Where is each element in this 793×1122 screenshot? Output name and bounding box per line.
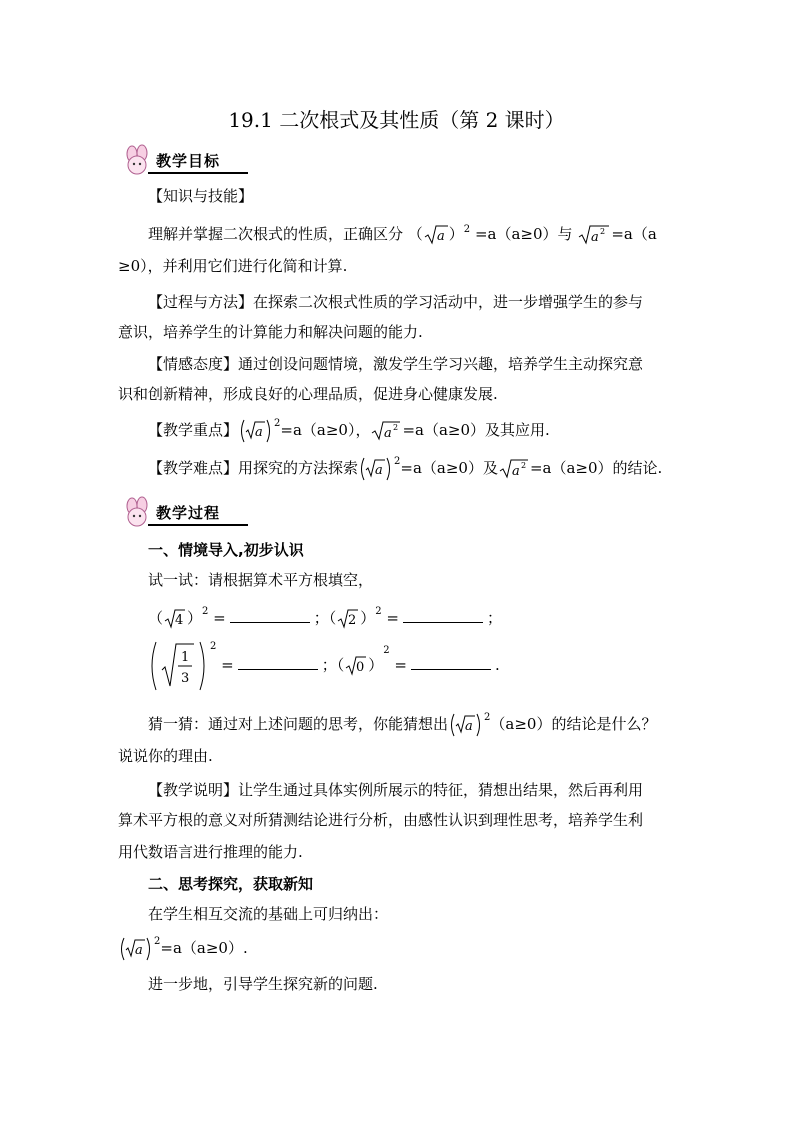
section-underline <box>148 172 248 174</box>
try-instruction: 试一试：请根据算术平方根填空， <box>148 571 374 589</box>
knowledge-line-2: ≥0），并利用它们进行化简和计算. <box>118 257 348 275</box>
process-method-line-2: 意识，培养学生的计算能力和解决问题的能力. <box>118 323 423 341</box>
key-point-line: 【教学重点】 a $^2$=a（a≥0）， a 2 =a（a≥0）及其应用. <box>148 418 550 444</box>
svg-text:2: 2 <box>393 423 399 432</box>
section-underline <box>148 524 248 526</box>
attitude-line-2: 识和创新精神，形成良好的心理品质，促进身心健康发展. <box>118 385 498 403</box>
sqrt-a-symbol <box>423 224 449 246</box>
summary-text: 在学生相互交流的基础上可归纳出： <box>148 905 389 923</box>
difficulty-text-b: =a（a≥0）及 <box>400 459 498 477</box>
key-text-b: =a（a≥0）， <box>280 421 371 439</box>
svg-text:2: 2 <box>348 613 357 628</box>
sqrt-2-symbol <box>336 608 360 630</box>
paren-sqrt-a-symbol <box>118 936 154 962</box>
answer-blank-3[interactable] <box>238 653 318 670</box>
difficulty-line: 【教学难点】用探究的方法探索 a $^2$=a（a≥0）及 a 2 =a（a≥0）的结论. <box>148 456 662 482</box>
process-method-line-1: 【过程与方法】在探索二次根式性质的学习活动中，进一步增强学生的参与 <box>148 293 644 311</box>
svg-text:a: a <box>255 425 263 440</box>
attitude-line-1: 【情感态度】通过创设问题情境，激发学生学习兴趣，培养学生主动探究意 <box>148 355 644 373</box>
svg-text:4: 4 <box>175 613 184 628</box>
exercise-row-2: 1 3 $^2$ = ；（ 0 ）$^2$ = . <box>148 640 500 690</box>
exercise-row-1: （ 4 ）$^2$ = ；（ 2 ）$^2$ = ； <box>148 606 503 628</box>
svg-text:3: 3 <box>181 671 190 686</box>
svg-text:a: a <box>591 230 600 245</box>
guess-text-b: （a≥0）的结论是什么？ <box>490 715 657 733</box>
guess-line: 猜一猜：通过对上述问题的思考，你能猜想出 a $^2$（a≥0）的结论是什么？ <box>148 712 656 738</box>
paren-sqrt-one-third-symbol <box>148 640 210 692</box>
svg-text:a: a <box>384 426 393 441</box>
svg-text:a: a <box>511 464 520 479</box>
knowledge-text-a: 理解并掌握二次根式的性质，正确区分 （ <box>148 225 423 243</box>
svg-text:a: a <box>436 229 445 244</box>
sqrt-a-squared-symbol <box>370 420 402 442</box>
explain-line-2: 算术平方根的意义对所猜测结论进行分析，由感性认识到理性思考，培养学生利 <box>118 811 644 829</box>
guess-text-a: 猜一猜：通过对上述问题的思考，你能猜想出 <box>148 715 449 733</box>
guess-reason: 说说你的理由. <box>118 747 213 765</box>
next-step-text: 进一步地，引导学生探究新的问题. <box>148 975 378 993</box>
difficulty-label: 【教学难点】用探究的方法探索 <box>148 459 359 477</box>
svg-text:1: 1 <box>181 650 190 665</box>
key-label: 【教学重点】 <box>148 421 239 439</box>
knowledge-heading: 【知识与技能】 <box>148 187 254 205</box>
svg-text:0: 0 <box>356 660 365 675</box>
page-title: 19.1 二次根式及其性质（第 2 课时） <box>228 108 565 132</box>
key-text-c: =a（a≥0）及其应用. <box>402 421 550 439</box>
svg-text:a: a <box>135 943 143 958</box>
paren-sqrt-a-symbol <box>448 712 484 738</box>
sqrt-4-symbol <box>163 608 187 630</box>
answer-blank-2[interactable] <box>403 606 483 623</box>
svg-text:2: 2 <box>520 461 527 470</box>
explain-line-1: 【教学说明】让学生通过具体实例所展示的特征，猜想出结果，然后再利用 <box>148 781 644 799</box>
section-header-goals <box>118 144 248 178</box>
knowledge-text-c: =a（a <box>611 225 657 243</box>
answer-blank-1[interactable] <box>230 606 310 623</box>
answer-blank-4[interactable] <box>411 653 491 670</box>
difficulty-text-c: =a（a≥0）的结论. <box>529 459 663 477</box>
paren-sqrt-a-symbol <box>358 456 394 482</box>
svg-text:a: a <box>465 719 473 734</box>
heading-explore: 二、思考探究，获取新知 <box>148 875 314 893</box>
knowledge-text-b: =a（a≥0）与 <box>474 225 573 243</box>
svg-text:2: 2 <box>600 227 606 236</box>
formula-tail: =a（a≥0）. <box>160 939 248 957</box>
paren-sqrt-a-symbol <box>238 418 274 444</box>
section-label-goals: 教学目标 <box>156 152 221 170</box>
svg-text:a: a <box>375 463 383 478</box>
sqrt-0-symbol <box>344 655 368 677</box>
section-header-process <box>118 496 248 530</box>
section-label-process: 教学过程 <box>156 504 221 522</box>
knowledge-line-1: 理解并掌握二次根式的性质，正确区分 （ a ）$^2$ =a（a≥0）与 a 2 =a（a <box>148 224 657 245</box>
summary-formula: a $^2$=a（a≥0）. <box>118 936 248 962</box>
sqrt-a-squared-symbol <box>498 458 530 480</box>
explain-line-3: 用代数语言进行推理的能力. <box>118 843 303 861</box>
heading-situation-intro: 一、情境导入,初步认识 <box>148 541 304 559</box>
sqrt-a-squared-symbol <box>577 224 611 246</box>
